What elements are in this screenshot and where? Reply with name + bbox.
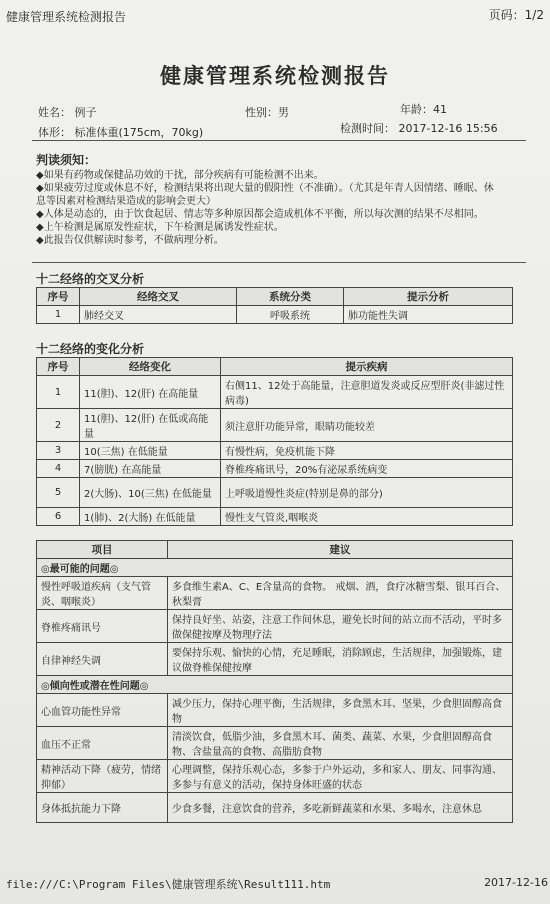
col-header: 经络变化 — [80, 358, 221, 376]
table-row — [37, 793, 513, 823]
test-time: 检测时间： 2017-12-16 15:56 — [340, 122, 498, 135]
col-header: 经络交叉 — [80, 288, 237, 306]
table-cell: 2(大肠)、10(三焦) 在低能量 — [80, 478, 221, 508]
col-header: 建议 — [168, 541, 513, 559]
col-header: 提示疾病 — [221, 358, 513, 376]
col-header: 序号 — [37, 358, 80, 376]
table-cell: 减少压力，保持心理平衡，生活规律，多食黑木耳、坚果，少食胆固醇高食物 — [168, 694, 513, 727]
table-cell: 1 — [37, 306, 80, 324]
notice-line: ◆上午检测是属原发性症状，下午检测是属诱发性症状。 — [36, 222, 284, 233]
col-header: 系统分类 — [237, 288, 344, 306]
table-cell: 1 — [37, 376, 80, 409]
table-row — [37, 409, 513, 442]
divider — [32, 262, 526, 263]
table-cell: 5 — [37, 478, 80, 508]
table-cell: 10(三焦) 在低能量 — [80, 442, 221, 460]
col-header: 提示分析 — [344, 288, 513, 306]
table-cell: 肺功能性失调 — [344, 306, 513, 324]
cross-analysis-table — [36, 287, 513, 324]
table-cell: 呼吸系统 — [237, 306, 344, 324]
table-cell: 须注意肝功能异常，眼睛功能较差 — [221, 409, 513, 442]
table-cell: 11(胆)、12(肝) 在低或高能量 — [80, 409, 221, 442]
change-analysis-table — [36, 357, 513, 526]
category-row — [37, 559, 513, 577]
table-cell: 1(肺)、2(大肠) 在低能量 — [80, 508, 221, 526]
notice-block — [36, 154, 501, 247]
table-row — [37, 442, 513, 460]
notice-heading: 判读须知： — [36, 153, 97, 167]
table-cell: 7(膀胱) 在高能量 — [80, 460, 221, 478]
table-cell: 脊椎疼痛讯号 — [37, 610, 168, 643]
notice-line: ◆人体是动态的，由于饮食起居、情志等多种原因都会造成机体不平衡，所以每次测的结果不尽相同。 — [36, 209, 484, 220]
table-cell: 右侧11、12处于高能量，注意胆道发炎或反应型肝炎(非滤过性病毒) — [221, 376, 513, 409]
notice-line: ◆如果有药物或保健品功效的干扰，部分疾病有可能检测不出来。 — [36, 170, 324, 181]
table-cell: 4 — [37, 460, 80, 478]
patient-name: 姓名： 例子 — [38, 106, 97, 119]
table-cell: 慢性呼吸道疾病（支气管炎、咽喉炎） — [37, 577, 168, 610]
table-row — [37, 694, 513, 727]
table-cell: 要保持乐观、愉快的心情，充足睡眠，消除顾虑，生活规律，加强锻炼，建议做脊椎保健按摩 — [168, 643, 513, 676]
notice-line: ◆如果疲劳过度或休息不好，检测结果将出现大量的假阳性（不准确）。（尤其是年青人因情绪、睡眠、休息等因素对检测结果造成的影响会更大） — [36, 183, 494, 207]
table-cell: 2 — [37, 409, 80, 442]
patient-gender: 性别：男 — [245, 106, 289, 119]
table-cell: 保持良好坐、站姿，注意工作间休息，避免长时间的站立而不活动，平时多做保健按摩及物理疗法 — [168, 610, 513, 643]
footer-date: 2017-12-16 — [484, 876, 548, 889]
table-cell: 11(胆)、12(肝) 在高能量 — [80, 376, 221, 409]
table-cell: 清淡饮食，低脂少油，多食黑木耳、菌类、蔬菜、水果，少食胆固醇高食物、含盐量高的食物、高脂肪食物 — [168, 727, 513, 760]
table-row — [37, 478, 513, 508]
table-row — [37, 460, 513, 478]
table-row — [37, 376, 513, 409]
notice-line: ◆此报告仅供解读时参考，不做病理分析。 — [36, 235, 224, 246]
table-cell: 脊椎疼痛讯号，20%有泌尿系统病变 — [221, 460, 513, 478]
patient-age: 年龄：41 — [400, 103, 447, 116]
table-cell: 肺经交叉 — [80, 306, 237, 324]
page-number: 页码：1/2 — [488, 8, 544, 22]
table-cell: 6 — [37, 508, 80, 526]
table-cell: 自律神经失调 — [37, 643, 168, 676]
col-header: 项目 — [37, 541, 168, 559]
table-cell: 心血管功能性异常 — [37, 694, 168, 727]
table-row — [37, 727, 513, 760]
table-cell: 上呼吸道慢性炎症(特别是鼻的部分) — [221, 478, 513, 508]
header-title: 健康管理系统检测报告 — [6, 10, 127, 24]
patient-body-type: 体形： 标准体重(175cm，70kg) — [38, 126, 204, 139]
table-cell: 慢性支气管炎,咽喉炎 — [221, 508, 513, 526]
change-section-title: 十二经络的变化分析 — [36, 342, 145, 356]
file-path: file:///C:\Program Files\健康管理系统\Result111.htm — [6, 878, 331, 891]
table-row — [37, 610, 513, 643]
category-label: ◎最可能的问题◎ — [37, 559, 513, 577]
category-row — [37, 676, 513, 694]
divider — [32, 140, 526, 141]
col-header: 序号 — [37, 288, 80, 306]
table-row — [37, 577, 513, 610]
report-title: 健康管理系统检测报告 — [160, 64, 390, 88]
table-cell: 有慢性病，免疫机能下降 — [221, 442, 513, 460]
table-row — [37, 643, 513, 676]
table-cell: 心理调整，保持乐观心态，多参于户外运动，多和家人、朋友、同事沟通、多参与有意义的活动，保持身体旺盛的状态 — [168, 760, 513, 793]
table-cell: 精神活动下降（疲劳，情绪抑郁） — [37, 760, 168, 793]
table-row — [37, 508, 513, 526]
cross-section-title: 十二经络的交叉分析 — [36, 272, 145, 286]
table-cell: 身体抵抗能力下降 — [37, 793, 168, 823]
table-row — [37, 760, 513, 793]
table-cell: 少食多餐，注意饮食的营养，多吃新鲜蔬菜和水果、多喝水，注意休息 — [168, 793, 513, 823]
advice-table — [36, 540, 513, 823]
table-cell: 多食维生素A、C、E含量高的食物。 戒烟、酒，食疗冰糖雪梨、银耳百合、秋梨膏 — [168, 577, 513, 610]
table-cell: 3 — [37, 442, 80, 460]
table-cell: 血压不正常 — [37, 727, 168, 760]
category-label: ◎倾向性或潜在性问题◎ — [37, 676, 513, 694]
table-row — [37, 306, 513, 324]
